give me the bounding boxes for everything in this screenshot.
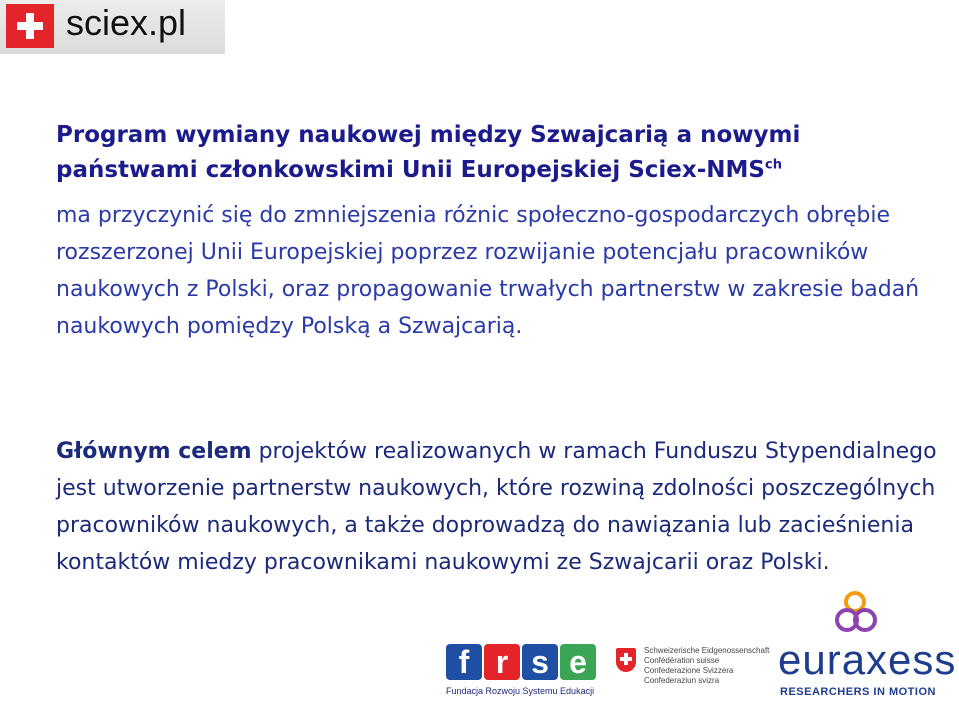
swiss-cross-icon	[6, 4, 54, 48]
goal-paragraph	[56, 433, 946, 581]
frse-letter: e	[560, 644, 596, 680]
goal-lead: Głównym celem	[56, 439, 252, 464]
confederation-name: Confédération suisse	[644, 656, 720, 665]
goal-text: projektów realizowanych w ramach Funduszu Stypendialnego jest utworzenie partnerstw naukowych, które rozwiną zdolności poszczególnych pracowników naukowych, a także doprowadzą do nawiązania lub zacieśnienia kontaktów miedzy pracownikami naukowymi ze Szwajcarii oraz Polski.	[56, 439, 937, 575]
frse-letter: r	[484, 644, 520, 680]
euraxess-logo	[778, 588, 957, 703]
intro-paragraph: ma przyczynić się do zmniejszenia różnic społeczno-gospodarczych obrębie rozszerzonej Unii Europejskiej poprzez rozwijanie potencjału pracowników naukowych z Polski, oraz propagowanie trwałych partnerstw w zakresie badań naukowych pomiędzy Polską a Szwajcarią.	[56, 203, 920, 339]
euraxess-rings-icon	[833, 588, 893, 638]
euraxess-tagline: RESEARCHERS IN MOTION	[780, 686, 936, 698]
confederation-name: Schweizerische Eidgenossenschaft	[644, 646, 770, 655]
frse-caption: Fundacja Rozwoju Systemu Edukacji	[446, 686, 595, 696]
title-superscript: ch	[764, 157, 782, 173]
confederation-name: Confederaziun svizra	[644, 676, 720, 685]
swiss-shield-icon	[616, 648, 636, 672]
page-title	[56, 118, 906, 188]
title-text: Program wymiany naukowej między Szwajcarią a nowymi państwami członkowskimi Unii Europejskiej Sciex-NMS	[56, 122, 801, 183]
euraxess-wordmark: euraxess	[778, 636, 957, 683]
frse-logo	[446, 644, 601, 700]
frse-letter: f	[446, 644, 482, 680]
confederation-name: Confederazione Svizzera	[644, 666, 734, 675]
header-bar	[0, 0, 225, 54]
swiss-confederation-logo	[616, 646, 776, 690]
brand-logo-text: sciex.pl	[66, 2, 187, 43]
frse-letter: s	[522, 644, 558, 680]
